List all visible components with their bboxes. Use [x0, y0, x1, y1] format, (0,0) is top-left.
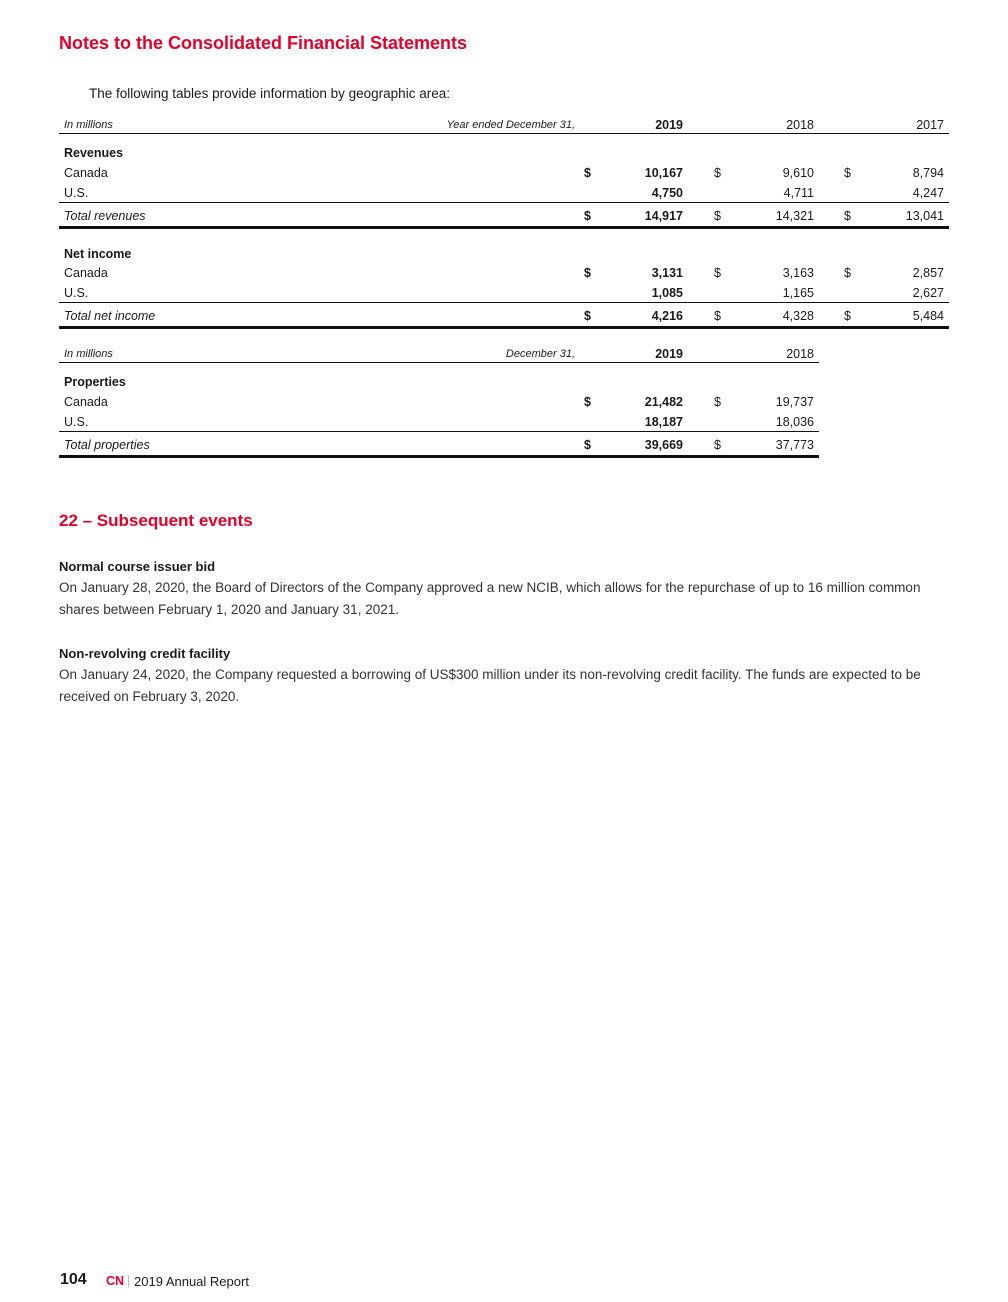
total-value: 14,917: [644, 208, 683, 223]
currency-symbol: $: [844, 266, 851, 280]
row-label: U.S.: [64, 185, 89, 200]
total-value: 4,328: [782, 309, 814, 323]
currency-symbol: $: [714, 208, 721, 223]
total-value: 14,321: [775, 208, 814, 223]
row-label: Canada: [64, 266, 108, 280]
total-label: Total properties: [64, 437, 150, 452]
subheading-credit-facility: Non-revolving credit facility: [59, 646, 231, 661]
row-label: U.S.: [64, 286, 89, 300]
period-caption: Year ended December 31,: [446, 119, 575, 131]
footer-separator: |: [127, 1274, 131, 1288]
total-value: 4,216: [651, 309, 683, 323]
cell-value: 3,131: [651, 266, 683, 280]
table-row: [0, 184, 1008, 202]
total-label: Total net income: [64, 309, 156, 323]
cell-value: 4,247: [912, 185, 944, 200]
currency-symbol: $: [584, 394, 591, 409]
units-label: In millions: [64, 119, 113, 131]
table-row: [0, 164, 1008, 182]
section-heading-label: Revenues: [64, 146, 124, 160]
currency-symbol: $: [714, 437, 721, 452]
year-column-header: 2019: [655, 347, 683, 361]
table-header: [0, 345, 1008, 363]
row-label: U.S.: [64, 414, 89, 429]
currency-symbol: $: [714, 165, 721, 180]
total-value: 5,484: [912, 309, 944, 323]
page-number: 104: [60, 1271, 87, 1288]
currency-symbol: $: [714, 266, 721, 280]
cell-value: 1,165: [782, 286, 814, 300]
table-row: [0, 264, 1008, 282]
section-heading: 22 – Subsequent events: [59, 511, 253, 530]
divider-line: [59, 326, 949, 329]
cell-value: 1,085: [651, 286, 683, 300]
table-row: [0, 284, 1008, 302]
divider-line: [59, 226, 949, 229]
currency-symbol: $: [584, 266, 591, 280]
cell-value: 19,737: [775, 394, 814, 409]
section-heading: [0, 144, 1008, 162]
paragraph-ncib: On January 28, 2020, the Board of Directors of the Company approved a new NCIB, which allows for the repurchase of up to 16 million common shares between February 1, 2020 and January 31, 2021.: [59, 580, 921, 617]
report-title: 2019 Annual Report: [134, 1274, 249, 1289]
divider-line: [59, 202, 949, 203]
total-value: 39,669: [644, 437, 683, 452]
cell-value: 10,167: [644, 165, 683, 180]
cell-value: 4,750: [651, 185, 683, 200]
currency-symbol: $: [714, 309, 721, 323]
divider-line: [59, 362, 819, 363]
total-row: [0, 307, 1008, 325]
cell-value: 21,482: [644, 394, 683, 409]
divider-line: [59, 302, 949, 303]
currency-symbol: $: [844, 208, 851, 223]
currency-symbol: $: [584, 437, 591, 452]
table-row: [0, 413, 1008, 431]
row-label: Canada: [64, 165, 108, 180]
paragraph-credit-facility: On January 24, 2020, the Company requested a borrowing of US$300 million under its non-revolving credit facility. The funds are expected to be received on February 3, 2020.: [59, 667, 921, 704]
intro-text: The following tables provide information by geographic area:: [89, 86, 450, 101]
cell-value: 2,627: [912, 286, 944, 300]
year-column-header: 2017: [916, 118, 944, 132]
divider-line: [59, 431, 819, 432]
currency-symbol: $: [584, 309, 591, 323]
divider-line: [59, 455, 819, 458]
currency-symbol: $: [584, 208, 591, 223]
cell-value: 4,711: [783, 185, 814, 200]
section-heading-label: Properties: [64, 375, 126, 389]
table-row: [0, 393, 1008, 411]
section-heading: [0, 245, 1008, 263]
row-label: Canada: [64, 394, 108, 409]
subheading-ncib: Normal course issuer bid: [59, 559, 216, 574]
section-heading-label: Net income: [64, 246, 132, 261]
cell-value: 3,163: [782, 266, 814, 280]
section-heading: [0, 373, 1008, 391]
year-column-header: 2019: [655, 118, 683, 132]
cell-value: 9,610: [782, 165, 814, 180]
currency-symbol: $: [844, 165, 851, 180]
page-title: Notes to the Consolidated Financial Statements: [59, 33, 468, 53]
cell-value: 8,794: [912, 165, 944, 180]
table-header: [0, 116, 1008, 134]
total-value: 37,773: [775, 437, 814, 452]
currency-symbol: $: [844, 309, 851, 323]
divider-line: [59, 133, 949, 134]
total-row: [0, 207, 1008, 225]
total-row: [0, 436, 1008, 454]
total-label: Total revenues: [64, 208, 146, 223]
cell-value: 18,036: [775, 414, 814, 429]
cell-value: 2,857: [912, 266, 944, 280]
year-column-header: 2018: [786, 347, 814, 361]
cell-value: 18,187: [644, 414, 683, 429]
brand-logo-text: CN: [106, 1274, 125, 1288]
units-label: In millions: [64, 348, 113, 360]
period-caption: December 31,: [505, 348, 575, 360]
year-column-header: 2018: [786, 118, 814, 132]
total-value: 13,041: [905, 208, 944, 223]
currency-symbol: $: [584, 165, 591, 180]
currency-symbol: $: [714, 394, 721, 409]
